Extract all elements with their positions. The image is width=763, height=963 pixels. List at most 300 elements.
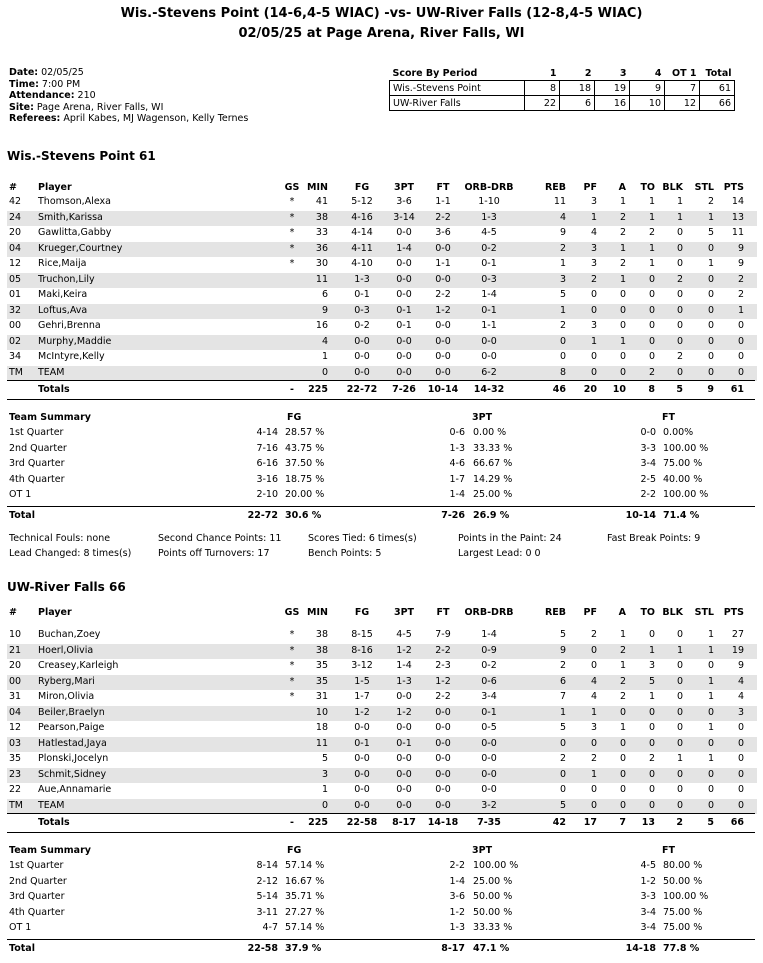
- steals: 0: [707, 799, 714, 811]
- starter-mark: *: [289, 644, 295, 656]
- tpt-made-att: 0-6: [449, 427, 465, 438]
- starter-mark: *: [289, 675, 295, 687]
- field-goals: 8-15: [351, 629, 373, 640]
- fg-made-att: 6-16: [256, 458, 278, 469]
- jersey-number: 02: [9, 335, 22, 347]
- player-name: Loftus,Ava: [38, 304, 88, 316]
- points: 0: [737, 737, 744, 749]
- three-pointers: 0-0: [396, 768, 412, 780]
- tpt-made-att: 1-3: [449, 442, 465, 454]
- date-label: Date:: [9, 67, 39, 78]
- free-throws: 0-0: [435, 335, 451, 347]
- points: 0: [737, 335, 744, 347]
- score-by-period-table: [389, 66, 735, 111]
- tpt-pct: 66.67 %: [473, 458, 513, 469]
- summary-row: [7, 907, 757, 922]
- player-row: [7, 288, 757, 303]
- player-name: TEAM: [38, 366, 65, 378]
- fg-pct: 27.27 %: [285, 906, 325, 918]
- period-header: 3: [619, 67, 627, 79]
- assists: 0: [619, 366, 626, 378]
- player-row: [7, 304, 757, 319]
- steals: 0: [707, 784, 714, 795]
- totals-blocks: 5: [676, 384, 683, 395]
- fg-made-att: 3-11: [256, 906, 278, 918]
- points: 0: [737, 320, 744, 331]
- rebounds: 11: [553, 196, 566, 207]
- field-goals: 1-3: [354, 273, 370, 285]
- blocks: 0: [676, 706, 683, 718]
- orb-drb: 0-2: [481, 242, 497, 254]
- field-goals: 4-16: [351, 211, 373, 223]
- blocks: 1: [676, 196, 683, 207]
- ft-made-att: 3-3: [640, 891, 656, 902]
- divider-line: [7, 506, 755, 507]
- player-name: Gawlitta,Gabby: [38, 227, 112, 238]
- orb-drb: 0-1: [481, 304, 497, 316]
- points: 3: [737, 706, 744, 718]
- steals: 2: [707, 196, 714, 207]
- column-header: GS: [284, 182, 300, 193]
- orb-drb: 1-4: [481, 629, 497, 640]
- misc-stat: Fast Break Points: 9: [607, 533, 701, 544]
- personal-fouls: 4: [590, 691, 597, 702]
- minutes: 38: [315, 644, 328, 656]
- period-score: 22: [525, 96, 560, 111]
- rebounds: 0: [559, 351, 566, 362]
- three-pointers: 0-0: [396, 753, 412, 764]
- team-summary-header: [7, 412, 757, 427]
- tpt-made-att: 1-4: [449, 489, 465, 500]
- player-row: [7, 721, 757, 736]
- minutes: 41: [315, 196, 328, 207]
- field-goals: 1-5: [354, 675, 370, 687]
- turnovers: 0: [648, 289, 655, 300]
- points: 13: [731, 211, 744, 223]
- period-total: 66: [700, 96, 735, 111]
- total-ft-made-att: 14-18: [625, 942, 656, 954]
- three-pointers: 3-14: [393, 211, 415, 223]
- points: 0: [737, 722, 744, 733]
- steals: 0: [707, 660, 714, 671]
- personal-fouls: 3: [590, 722, 597, 733]
- minutes: 31: [315, 691, 328, 702]
- jersey-number: 01: [9, 289, 22, 300]
- player-name: Thomson,Alexa: [38, 196, 111, 207]
- column-header: STL: [694, 607, 714, 618]
- points: 9: [737, 660, 744, 671]
- three-pointers: 0-0: [396, 722, 412, 733]
- summary-row: [7, 891, 757, 906]
- personal-fouls: 4: [590, 675, 597, 687]
- free-throws: 0-0: [435, 753, 451, 764]
- field-goals: 0-0: [354, 753, 370, 764]
- starter-mark: *: [289, 211, 295, 223]
- ft-pct: 75.00 %: [663, 458, 703, 469]
- referees-value: April Kabes, MJ Wagenson, Kelly Ternes: [63, 113, 249, 124]
- divider-line: [7, 813, 755, 814]
- minutes: 6: [321, 289, 328, 300]
- field-goals: 4-11: [351, 242, 373, 254]
- free-throws: 0-0: [435, 351, 451, 362]
- blocks: 0: [676, 227, 683, 238]
- rebounds: 5: [559, 722, 566, 733]
- three-pointers: 1-2: [396, 706, 412, 718]
- points: 4: [737, 691, 744, 702]
- blocks: 0: [676, 289, 683, 300]
- turnovers: 3: [648, 660, 655, 671]
- column-header: PTS: [723, 182, 744, 193]
- period-header: OT 1: [672, 67, 697, 79]
- totals-free-throws: 14-18: [427, 817, 459, 828]
- personal-fouls: 3: [590, 320, 597, 331]
- column-header: REB: [544, 607, 566, 618]
- free-throws: 0-0: [435, 273, 451, 285]
- three-pointers: 0-0: [396, 289, 412, 300]
- free-throws: 0-0: [435, 320, 451, 331]
- misc-stat: Points in the Paint: 24: [458, 533, 562, 544]
- totals-rebounds: 46: [552, 384, 566, 395]
- divider-line: [7, 380, 755, 381]
- assists: 0: [619, 784, 626, 795]
- orb-drb: 0-0: [481, 335, 497, 347]
- jersey-number: 31: [9, 691, 22, 702]
- steals: 0: [707, 366, 714, 378]
- totals-personal-fouls: 20: [583, 384, 597, 395]
- steals: 0: [707, 768, 714, 780]
- tpt-made-att: 1-4: [449, 875, 465, 887]
- turnovers: 0: [648, 320, 655, 331]
- player-name: Hatlestad,Jaya: [38, 737, 107, 749]
- column-header: FT: [436, 607, 450, 618]
- personal-fouls: 1: [590, 211, 597, 223]
- player-name: Creasey,Karleigh: [38, 660, 119, 671]
- jersey-number: 10: [9, 629, 22, 640]
- period-score: 18: [560, 81, 595, 96]
- minutes: 16: [315, 320, 328, 331]
- blocks: 0: [676, 242, 683, 254]
- minutes: 4: [321, 335, 328, 347]
- field-goals: 0-0: [354, 799, 370, 811]
- blocks: 0: [676, 629, 683, 640]
- fg-pct: 37.50 %: [285, 458, 325, 469]
- starter-mark: *: [289, 660, 295, 671]
- player-name: TEAM: [38, 799, 65, 811]
- total-fg-made-att: 22-72: [247, 509, 278, 521]
- assists: 0: [619, 706, 626, 718]
- total-tpt-pct: 26.9 %: [473, 509, 510, 521]
- jersey-number: TM: [9, 366, 23, 378]
- assists: 2: [619, 644, 626, 656]
- column-header: Player: [38, 607, 72, 618]
- player-name: Maki,Keira: [38, 289, 88, 300]
- totals-steals: 9: [707, 384, 714, 395]
- total-ft-pct: 77.8 %: [663, 942, 700, 954]
- personal-fouls: 1: [590, 768, 597, 780]
- totals-personal-fouls: 17: [583, 817, 597, 828]
- steals: 0: [707, 273, 714, 285]
- column-header: 3PT: [393, 182, 415, 193]
- three-pointers: 3-6: [396, 196, 412, 207]
- orb-drb: 0-6: [481, 675, 497, 687]
- fg-made-att: 3-16: [256, 473, 278, 485]
- column-header: STL: [694, 182, 714, 193]
- jersey-number: 24: [9, 211, 22, 223]
- steals: 1: [707, 691, 714, 702]
- totals-row: [7, 816, 757, 831]
- player-row: [7, 195, 757, 210]
- fg-made-att: 7-16: [256, 442, 278, 454]
- orb-drb: 1-1: [481, 320, 497, 331]
- fg-made-att: 4-7: [262, 922, 278, 933]
- assists: 0: [619, 768, 626, 780]
- ft-made-att: 4-5: [640, 860, 656, 871]
- jersey-number: 05: [9, 273, 22, 285]
- ft-pct: 50.00 %: [663, 875, 703, 887]
- three-pointers: 1-2: [396, 644, 412, 656]
- summary-tpt-label: 3PT: [472, 412, 493, 423]
- period-score: 12: [665, 96, 700, 111]
- orb-drb: 1-4: [481, 289, 497, 300]
- totals-assists: 7: [619, 817, 626, 828]
- turnovers: 0: [648, 351, 655, 362]
- rebounds: 0: [559, 737, 566, 749]
- jersey-number: 20: [9, 660, 22, 671]
- rebounds: 2: [559, 660, 566, 671]
- minutes: 38: [315, 211, 328, 223]
- blocks: 0: [676, 258, 683, 269]
- ft-pct: 75.00 %: [663, 922, 703, 933]
- fg-pct: 43.75 %: [285, 442, 325, 454]
- field-goals: 0-1: [354, 289, 370, 300]
- blocks: 0: [676, 737, 683, 749]
- tpt-pct: 33.33 %: [473, 442, 513, 454]
- fg-made-att: 5-14: [256, 891, 278, 902]
- steals: 0: [707, 706, 714, 718]
- fg-made-att: 4-14: [256, 427, 278, 438]
- free-throws: 2-2: [435, 644, 451, 656]
- period-label: 4th Quarter: [9, 906, 65, 918]
- three-pointers: 1-4: [396, 660, 412, 671]
- turnovers: 1: [648, 691, 655, 702]
- rebounds: 5: [559, 799, 566, 811]
- player-row: [7, 737, 757, 752]
- player-row: [7, 319, 757, 334]
- three-pointers: 0-1: [396, 320, 412, 331]
- points: 0: [737, 768, 744, 780]
- player-row: [7, 211, 757, 226]
- tpt-pct: 50.00 %: [473, 891, 513, 902]
- totals-blocks: 2: [676, 817, 683, 828]
- blocks: 0: [676, 304, 683, 316]
- steals: 0: [707, 737, 714, 749]
- team-title: UW-River Falls 66: [7, 580, 126, 594]
- assists: 2: [619, 258, 626, 269]
- jersey-number: 32: [9, 304, 22, 316]
- summary-title: Team Summary: [9, 845, 91, 856]
- assists: 2: [619, 691, 626, 702]
- column-header: BLK: [662, 182, 683, 193]
- fg-pct: 16.67 %: [285, 875, 325, 887]
- three-pointers: 0-0: [396, 799, 412, 811]
- tpt-made-att: 1-3: [449, 922, 465, 933]
- steals: 1: [707, 211, 714, 223]
- totals-minutes: 225: [308, 817, 328, 828]
- player-row: [7, 644, 757, 659]
- period-total: 61: [700, 81, 735, 96]
- misc-stat: Second Chance Points: 11: [158, 533, 282, 544]
- totals-points: 61: [730, 384, 744, 395]
- orb-drb: 3-4: [481, 691, 497, 702]
- ft-pct: 0.00%: [663, 427, 694, 438]
- totals-free-throws: 10-14: [427, 384, 459, 395]
- ft-pct: 40.00 %: [663, 473, 703, 485]
- date-value: 02/05/25: [41, 67, 84, 78]
- player-row: [7, 659, 757, 674]
- orb-drb: 0-3: [481, 273, 497, 285]
- assists: 0: [619, 799, 626, 811]
- jersey-number: 04: [9, 242, 22, 254]
- minutes: 0: [321, 799, 328, 811]
- summary-row: [7, 876, 757, 891]
- score-by-period-title: Score By Period: [392, 67, 478, 79]
- totals-starter-mark: -: [290, 817, 294, 828]
- summary-row: [7, 474, 757, 489]
- free-throws: 1-2: [435, 304, 451, 316]
- blocks: 0: [676, 675, 683, 687]
- blocks: 0: [676, 320, 683, 331]
- jersey-number: 20: [9, 227, 22, 238]
- player-name: Gehri,Brenna: [38, 320, 101, 331]
- ft-pct: 80.00 %: [663, 860, 703, 871]
- column-header: ORB-DRB: [464, 607, 514, 618]
- misc-stat: Lead Changed: 8 times(s): [9, 548, 132, 559]
- summary-row: [7, 922, 757, 937]
- fg-pct: 20.00 %: [285, 489, 325, 500]
- assists: 0: [619, 320, 626, 331]
- field-goals: 0-3: [354, 304, 370, 316]
- personal-fouls: 0: [590, 289, 597, 300]
- summary-title: Team Summary: [9, 412, 91, 423]
- player-row: [7, 257, 757, 272]
- rebounds: 6: [559, 675, 566, 687]
- starter-mark: *: [289, 242, 295, 254]
- steals: 5: [707, 227, 714, 238]
- turnovers: 0: [648, 706, 655, 718]
- three-pointers: 0-0: [396, 351, 412, 362]
- totals-three-pointers: 7-26: [392, 384, 416, 395]
- blocks: 1: [676, 644, 683, 656]
- points: 0: [737, 753, 744, 764]
- totals-three-pointers: 8-17: [392, 817, 416, 828]
- turnovers: 0: [648, 799, 655, 811]
- personal-fouls: 2: [590, 753, 597, 764]
- player-row: [7, 768, 757, 783]
- assists: 1: [619, 196, 626, 207]
- rebounds: 2: [559, 242, 566, 254]
- totals-orb-drb: 7-35: [477, 817, 501, 828]
- jersey-number: 22: [9, 784, 22, 795]
- column-header: MIN: [307, 607, 328, 618]
- personal-fouls: 2: [590, 629, 597, 640]
- ft-made-att: 2-5: [640, 473, 656, 485]
- turnovers: 0: [648, 722, 655, 733]
- starter-mark: *: [289, 691, 295, 702]
- period-score: 6: [560, 96, 595, 111]
- column-header: ORB-DRB: [464, 182, 514, 193]
- free-throws: 7-9: [435, 629, 451, 640]
- column-header: BLK: [662, 607, 683, 618]
- fg-pct: 28.57 %: [285, 427, 325, 438]
- tpt-pct: 14.29 %: [473, 473, 513, 485]
- turnovers: 0: [648, 737, 655, 749]
- assists: 0: [619, 304, 626, 316]
- free-throws: 1-1: [435, 196, 451, 207]
- steals: 0: [707, 304, 714, 316]
- three-pointers: 0-0: [396, 258, 412, 269]
- player-row: [7, 628, 757, 643]
- time-label: Time:: [9, 79, 39, 90]
- summary-row: [7, 427, 757, 442]
- rebounds: 0: [559, 335, 566, 347]
- orb-drb: 0-5: [481, 722, 497, 733]
- player-name: McIntyre,Kelly: [38, 351, 105, 362]
- assists: 1: [619, 722, 626, 733]
- orb-drb: 0-0: [481, 351, 497, 362]
- free-throws: 0-0: [435, 706, 451, 718]
- total-period-label: Total: [9, 509, 35, 521]
- three-pointers: 1-3: [396, 675, 412, 687]
- points: 14: [731, 196, 744, 207]
- fg-pct: 57.14 %: [285, 860, 325, 871]
- field-goals: 0-0: [354, 351, 370, 362]
- column-header: FG: [354, 182, 370, 193]
- blocks: 1: [676, 211, 683, 223]
- jersey-number: 42: [9, 196, 22, 207]
- period-label: 1st Quarter: [9, 427, 64, 438]
- attendance-label: Attendance:: [9, 90, 75, 101]
- turnovers: 2: [648, 227, 655, 238]
- column-header: PF: [583, 182, 597, 193]
- tpt-made-att: 1-2: [449, 906, 465, 918]
- points: 0: [737, 784, 744, 795]
- team-title: Wis.-Stevens Point 61: [7, 149, 156, 163]
- points: 19: [731, 644, 744, 656]
- period-header: 2: [584, 67, 592, 79]
- blocks: 0: [676, 335, 683, 347]
- total-ft-pct: 71.4 %: [663, 509, 700, 521]
- ft-pct: 100.00 %: [663, 442, 709, 454]
- column-header: TO: [640, 607, 655, 618]
- rebounds: 0: [559, 784, 566, 795]
- minutes: 0: [321, 366, 328, 378]
- assists: 2: [619, 675, 626, 687]
- minutes: 11: [315, 273, 328, 285]
- blocks: 2: [676, 273, 683, 285]
- totals-starter-mark: -: [290, 384, 294, 395]
- jersey-number: 00: [9, 320, 22, 331]
- divider-line: [7, 832, 755, 833]
- player-name: Ryberg,Mari: [38, 675, 95, 687]
- points: 0: [737, 799, 744, 811]
- tpt-pct: 100.00 %: [473, 860, 519, 871]
- turnovers: 1: [648, 644, 655, 656]
- column-header: PTS: [723, 607, 744, 618]
- orb-drb: 4-5: [481, 227, 497, 238]
- field-goals: 0-0: [354, 784, 370, 795]
- period-team-name: UW-River Falls: [390, 96, 525, 111]
- table-header-row: [7, 606, 757, 621]
